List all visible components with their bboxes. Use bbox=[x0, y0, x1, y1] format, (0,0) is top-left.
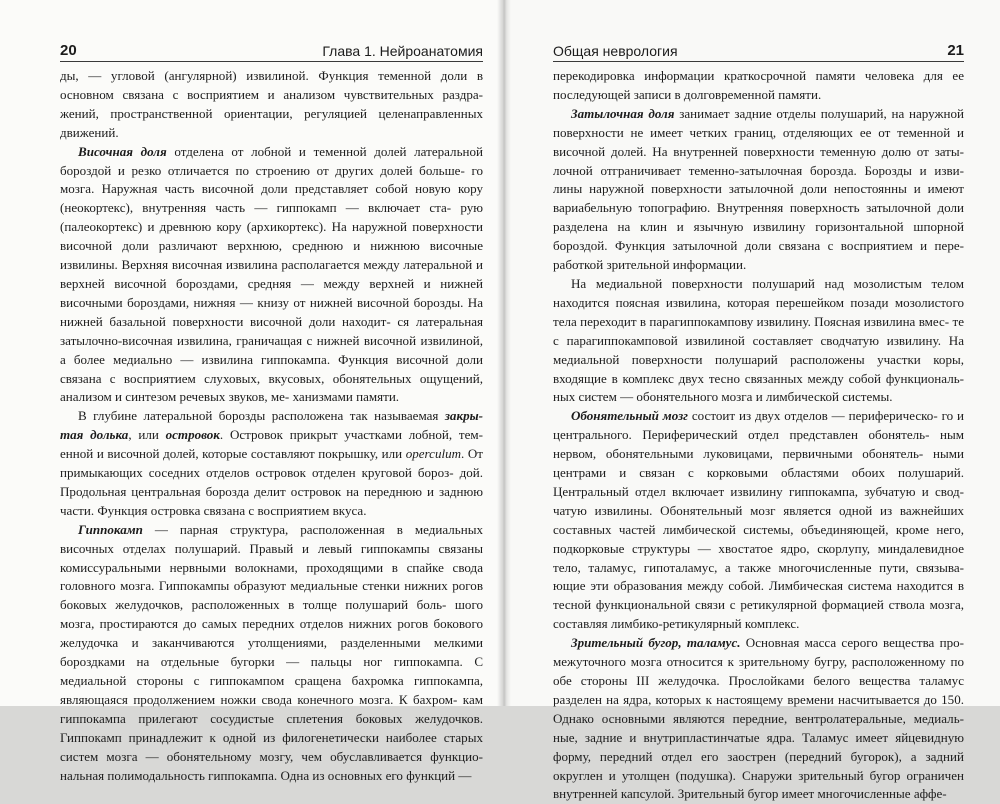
paragraph bbox=[553, 67, 964, 105]
text-run: состоит из двух отделов — периферическо- bbox=[688, 408, 938, 424]
right-page-header bbox=[553, 42, 964, 62]
text-run: го мозга. Наружная часть височной доли представляет собой новую bbox=[60, 162, 483, 197]
text-run: поверхности височной доли различают верхнюю, среднюю и нижнюю bbox=[60, 219, 484, 254]
text-run: лины наружной поверхности затылочной доли непостоянны и имеют bbox=[553, 181, 964, 197]
text-run: внутренней капсулой. Зрительный бугор имеет многочисленные аффе- bbox=[553, 786, 947, 802]
text-run: шого мозга, простираются до самых передних отделов нижних рогов bbox=[60, 597, 483, 632]
right-page-body bbox=[553, 67, 964, 804]
right-page bbox=[503, 0, 1000, 802]
text-run: бороздой. Функция затылочной доли связана с восприятием и пере- bbox=[553, 238, 964, 254]
text-run: головного мозга. Гиппокампы образуют медиальные стенки нижних bbox=[60, 578, 448, 594]
left-page bbox=[0, 0, 503, 783]
text-run: На медиальной поверхности полушарий над мозолистым телом bbox=[571, 275, 964, 291]
text-run: В глубине латеральной борозды расположена так называемая bbox=[78, 408, 445, 424]
term-heading: Обонятельный мозг bbox=[571, 408, 688, 424]
text-run: вариабельную топографию. Внутренняя поверхность затылочной доли bbox=[553, 200, 964, 216]
paragraph bbox=[553, 275, 964, 407]
text-run: форму, передний отдел его заострен (передний бугорок), а задний bbox=[553, 748, 964, 764]
book-gutter-shadow bbox=[497, 0, 511, 706]
text-run: . Островок прикрыт участками лобной, тем- bbox=[219, 427, 483, 443]
text-run: мозга, составляя лимбико-ретикулярный комплекс. bbox=[553, 597, 965, 632]
text-run: ных систем — обонятельного мозга и лимбической системы. bbox=[553, 389, 893, 405]
text-run: межуточного мозга относится к зрительному бугру, расположенному bbox=[553, 654, 946, 670]
term-heading: Зрительный бугор, таламус. bbox=[571, 635, 741, 651]
term-heading: Височная доля bbox=[78, 143, 167, 159]
text-run: ным нервом, обонятельными луковицами, первичными обонятель- bbox=[553, 427, 964, 462]
text-run: работкой зрительной информации. bbox=[553, 257, 747, 273]
text-run: заднюю части. Функция островка связана с восприятием вкуса. bbox=[60, 483, 484, 518]
running-head: Глава 1. Нейроанатомия bbox=[322, 43, 483, 59]
text-run: отделена от лобной и теменной долей латеральной bbox=[166, 143, 484, 159]
paragraph bbox=[553, 407, 964, 634]
text-run: бороздой и резко отличается по строению от других долей больше- bbox=[60, 162, 465, 178]
text-run: бокового желудочка и заканчиваются утолщениями, разделенными bbox=[60, 616, 483, 651]
text-run: чатую извилины. Обонятельный мозг является одной из важнейших bbox=[553, 502, 964, 518]
term-heading: островок bbox=[165, 427, 220, 443]
paragraph bbox=[60, 407, 483, 520]
text-run: последующей записи в долговременной памяти. bbox=[553, 86, 822, 102]
text-run: Однако основными являются передние, вентролатеральные, медиаль- bbox=[553, 710, 964, 726]
latin-term: operculum bbox=[405, 446, 462, 462]
text-run: ханизмами памяти. bbox=[292, 389, 400, 405]
page-number: 20 bbox=[60, 42, 77, 59]
text-run: енной и височной долей, которые составляют покрышку, или bbox=[60, 446, 406, 462]
text-run: височных отделах полушарий. Правый и левый гиппокампы связаны bbox=[60, 540, 483, 556]
text-run: борозды. На нижней базальной поверхности височной доли находит- bbox=[60, 294, 483, 329]
text-run: комиссуральными нервными волокнами, проходящими в спайке свода bbox=[60, 559, 483, 575]
term-heading: Затылочная доля bbox=[571, 105, 675, 121]
text-run: дой. Продольная центральная борозда делит островок на переднюю и bbox=[60, 465, 483, 499]
text-run: ными центрами и связан с корковыми областями обоих полушарий. bbox=[553, 446, 965, 481]
text-run: по обе стороны III желудочка. Прослойками белого вещества таламус bbox=[553, 654, 964, 688]
text-run: входящие в комплекс двух тесно связанных между собой функциональ- bbox=[553, 370, 964, 386]
text-run: Основная масса серого вещества про- bbox=[740, 635, 964, 651]
text-run: ды, — угловой (ангулярной) извилиной. Функция теменной доли в bbox=[60, 68, 483, 83]
text-run: нальная полимодальность гиппокампа. Одна из основных его функций — bbox=[60, 767, 472, 783]
text-run: . bbox=[461, 446, 465, 462]
text-run: жений, пространственной ориентации, регуляцией целенаправленных bbox=[60, 105, 483, 121]
text-run: ся латеральная затылочно-височная извилина, граничащая с нижней bbox=[60, 313, 483, 348]
text-run: основном связана с восприятием и анализом чувствительных раздра- bbox=[60, 86, 483, 102]
text-run: ные, задние и внутрипластинчатые ядра. Таламус имеет яйцевидную bbox=[553, 729, 964, 745]
term-heading: тая долька bbox=[60, 427, 129, 443]
paragraph bbox=[60, 143, 483, 408]
text-run: перекодировка информации краткосрочной памяти человека для ее bbox=[553, 68, 964, 83]
text-run: движений. bbox=[60, 124, 119, 140]
term-heading: закры- bbox=[444, 408, 483, 424]
text-run: в тесной функциональной связи с ретикулярной формацией ствола bbox=[553, 578, 964, 613]
text-run: поверхности не имеет четких границ, отделяющих ее от теменной и bbox=[553, 124, 964, 140]
text-run: рую (палеокортекс) и древнюю кору (архикортекс). На наружной bbox=[60, 200, 483, 235]
paragraph bbox=[553, 634, 964, 804]
text-run: рогов боковых желудочков, расположенных в толще полушарий боль- bbox=[60, 578, 483, 613]
text-run: мелкими бороздками на отдельные бугорки — пальцы ног гиппокампа. bbox=[60, 635, 483, 670]
text-run: тело, таламус, гипоталамус, а также многочисленные пути, связыва- bbox=[553, 559, 964, 575]
text-run: обонятельных ощущений, анализом и синтезом речевых звуков, ме- bbox=[60, 370, 484, 405]
text-run: От примыкающих соседних отделов островок отделен круговой бороз- bbox=[60, 446, 483, 481]
text-run: кам гиппокампа прилегают сосудистые сплетения боковых желудочков. bbox=[60, 691, 483, 726]
left-page-body bbox=[60, 67, 483, 785]
text-run: , или bbox=[128, 427, 166, 443]
text-run: На медиальной поверхности полушарий расположены участки коры, bbox=[553, 332, 964, 367]
term-heading: Гиппокамп bbox=[78, 521, 143, 537]
paragraph bbox=[60, 521, 483, 786]
text-run: ющие эти образования между собой. Лимбическая система находится bbox=[553, 578, 953, 594]
text-run: Центральный отдел включает извилину гиппокампа, зубчатую и свод- bbox=[553, 483, 964, 499]
text-run: височные извилины. Верхняя височная извилина располагается между bbox=[60, 238, 483, 273]
text-run: Функция височной доли связана с восприятием слуховых, вкусовых, bbox=[60, 351, 483, 386]
text-run: занимает задние отделы полушарий, на наружной bbox=[674, 105, 964, 121]
paragraph bbox=[553, 105, 964, 275]
text-run: височной извилиной, а более медиально — извилина гиппокампа. bbox=[60, 332, 483, 367]
text-run: систем мозга — обонятельному мозгу, чем обуславливается функцио- bbox=[60, 748, 483, 764]
text-run: являющаяся продолжением ножки свода конечного мозга. К бахром- bbox=[60, 691, 458, 707]
page-number: 21 bbox=[947, 42, 964, 59]
text-run: кору (неокортекс), внутренняя часть — гиппокамп — включает ста- bbox=[60, 181, 484, 216]
text-run: лочной отграничивает теменно-затылочная борозда. Борозды и изви- bbox=[553, 162, 964, 178]
text-run: тела переходит в парагиппокампову извилину. Поясная извилина вмес- bbox=[553, 313, 950, 329]
text-run: С медиальной стороны с гиппокампом сращена бахромка гиппокампа, bbox=[60, 654, 484, 688]
text-run: височной долей. На внутренней поверхности теменную долю от заты- bbox=[553, 143, 964, 159]
text-run: подкорковые структуры — хвостатое ядро, скорлупу, миндалевидное bbox=[553, 540, 964, 556]
text-run: округлен и утолщен (подушка). Снаружи зрительный бугор ограничен bbox=[553, 767, 964, 783]
text-run: го и центрального. Периферический отдел представлен обонятель- bbox=[553, 408, 965, 443]
running-head: Общая неврология bbox=[553, 43, 678, 59]
text-run: и нижней височными бороздами, нижняя — книзу от нижней височной bbox=[60, 275, 483, 310]
paragraph bbox=[60, 67, 483, 143]
text-run: те с парагиппокамповой извилиной составляет сводчатую извилину. bbox=[553, 313, 964, 348]
text-run: находится поясная извилина, которая перешейком позади мозолистого bbox=[553, 294, 964, 310]
text-run: латеральной и верхней височной бороздами, средняя — между верхней bbox=[60, 257, 483, 291]
left-page-header bbox=[60, 42, 483, 62]
text-run: разделена на клин и язычную извилину горизонтальной шпорной bbox=[553, 219, 964, 235]
text-run: — парная структура, расположенная в медиальных bbox=[142, 521, 483, 537]
text-run: Гиппокамп принадлежит к одной из филогенетически наиболее старых bbox=[60, 729, 483, 745]
text-run: разделен на ядра, которых к настоящему времени насчитывается до 150. bbox=[553, 691, 964, 707]
text-run: составных частей лимбической системы, объединяющей, кроме него, bbox=[553, 521, 964, 537]
